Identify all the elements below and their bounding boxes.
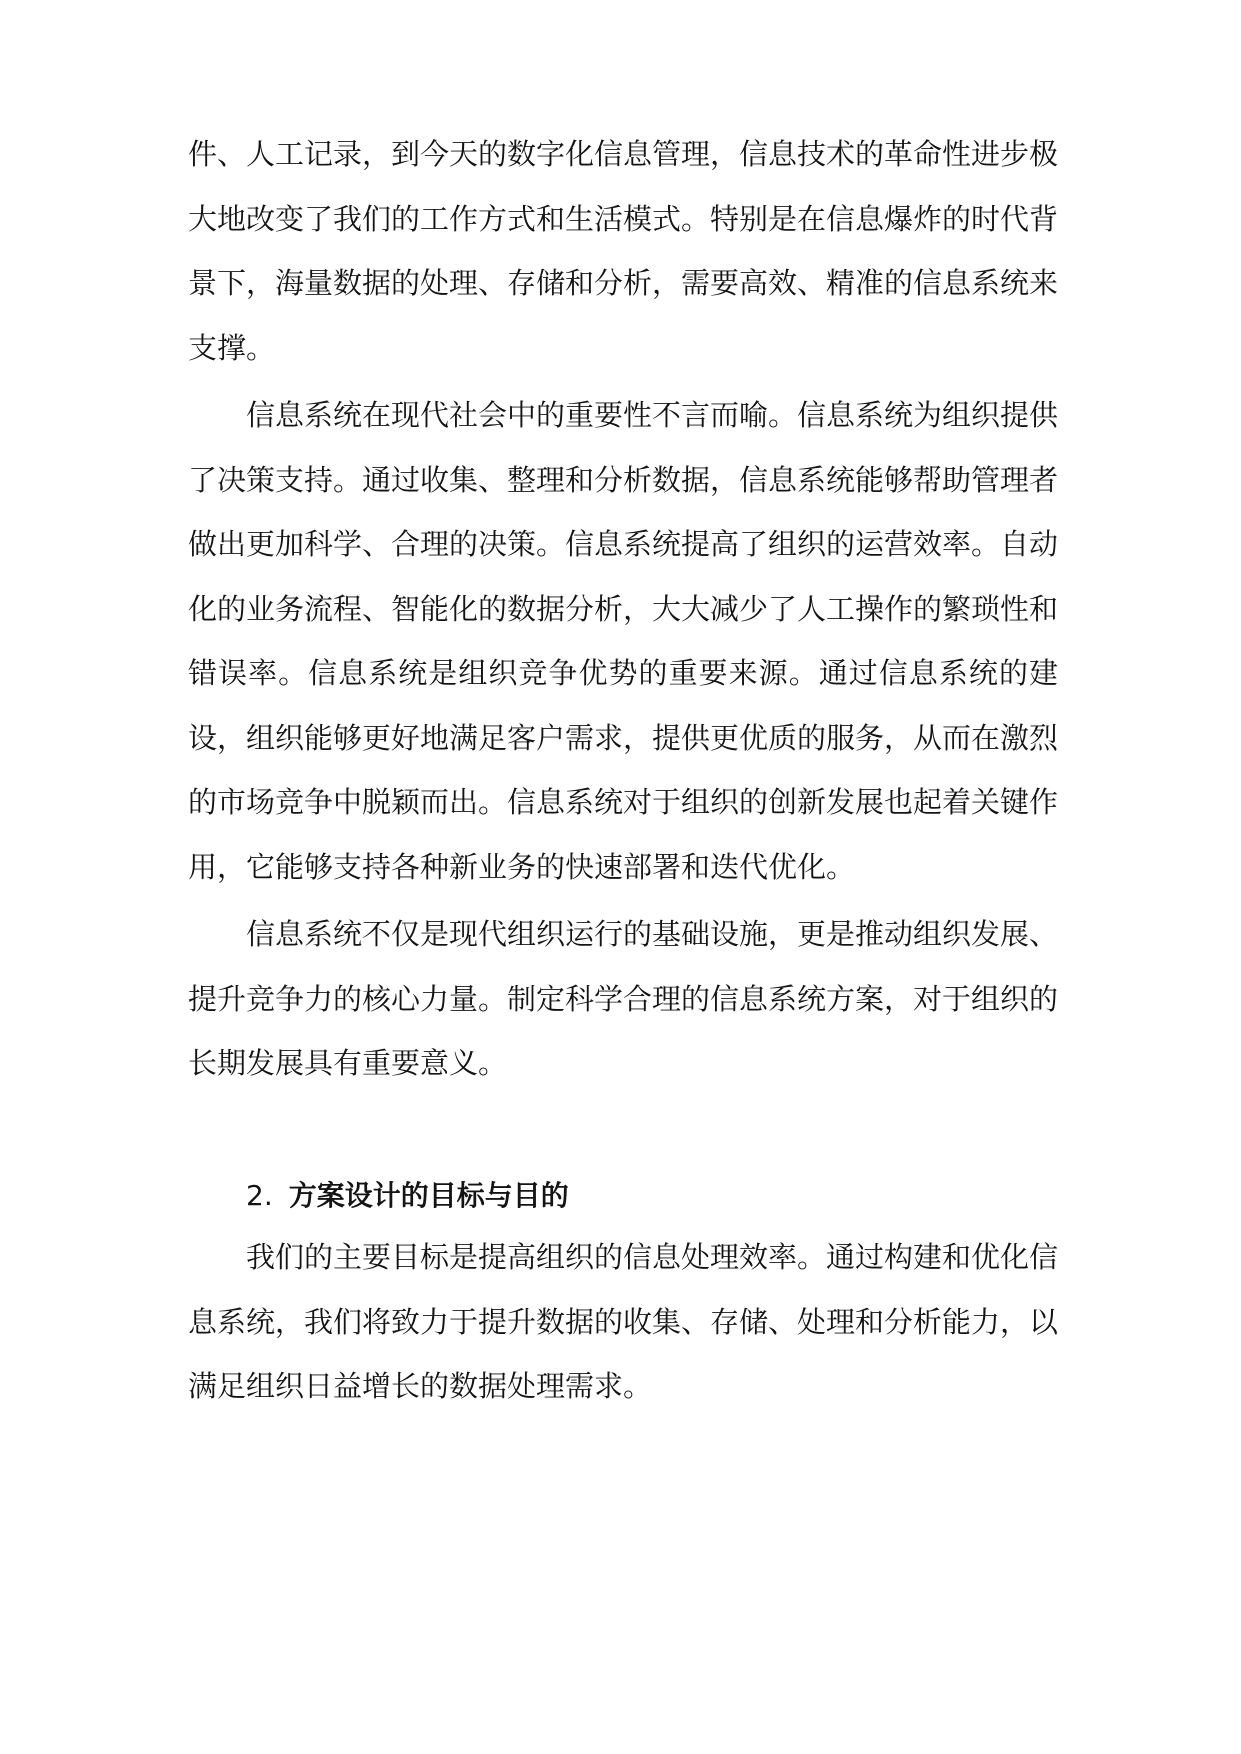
section-title: 方案设计的目标与目的 xyxy=(288,1179,569,1212)
paragraph-importance: 信息系统在现代社会中的重要性不言而喻。信息系统为组织提供了决策支持。通过收集、整理和分析数据，信息系统能够帮助管理者做出更加科学、合理的决策。信息系统提高了组织的运营效率。自动化的业务流程、智能化的数据分析，大大减少了人工操作的繁琐性和错误率。信息系统是组织竞争优势的重要来源。通过信息系统的建设，组织能够更好地满足客户需求，提供更优质的服务，从而在激烈的市场竞争中脱颖而出。信息系统对于组织的创新发展也起着关键作用，它能够支持各种新业务的快速部署和迭代优化。 xyxy=(188,398,1059,884)
section-heading xyxy=(246,1176,569,1216)
body-text-bottom xyxy=(188,1225,1058,1419)
section-number: 2. xyxy=(246,1179,273,1212)
body-text-top xyxy=(188,122,1058,1096)
paragraph-goal: 我们的主要目标是提高组织的信息处理效率。通过构建和优化信息系统，我们将致力于提升数据的收集、存储、处理和分析能力，以满足组织日益增长的数据处理需求。 xyxy=(188,1240,1059,1403)
paragraph-summary: 信息系统不仅是现代组织运行的基础设施，更是推动组织发展、提升竞争力的核心力量。制定科学合理的信息系统方案，对于组织的长期发展具有重要意义。 xyxy=(188,917,1059,1080)
paragraph-continuation: 件、人工记录，到今天的数字化信息管理，信息技术的革命性进步极大地改变了我们的工作方式和生活模式。特别是在信息爆炸的时代背景下，海量数据的处理、存储和分析，需要高效、精准的信息系统来支撑。 xyxy=(188,137,1059,365)
